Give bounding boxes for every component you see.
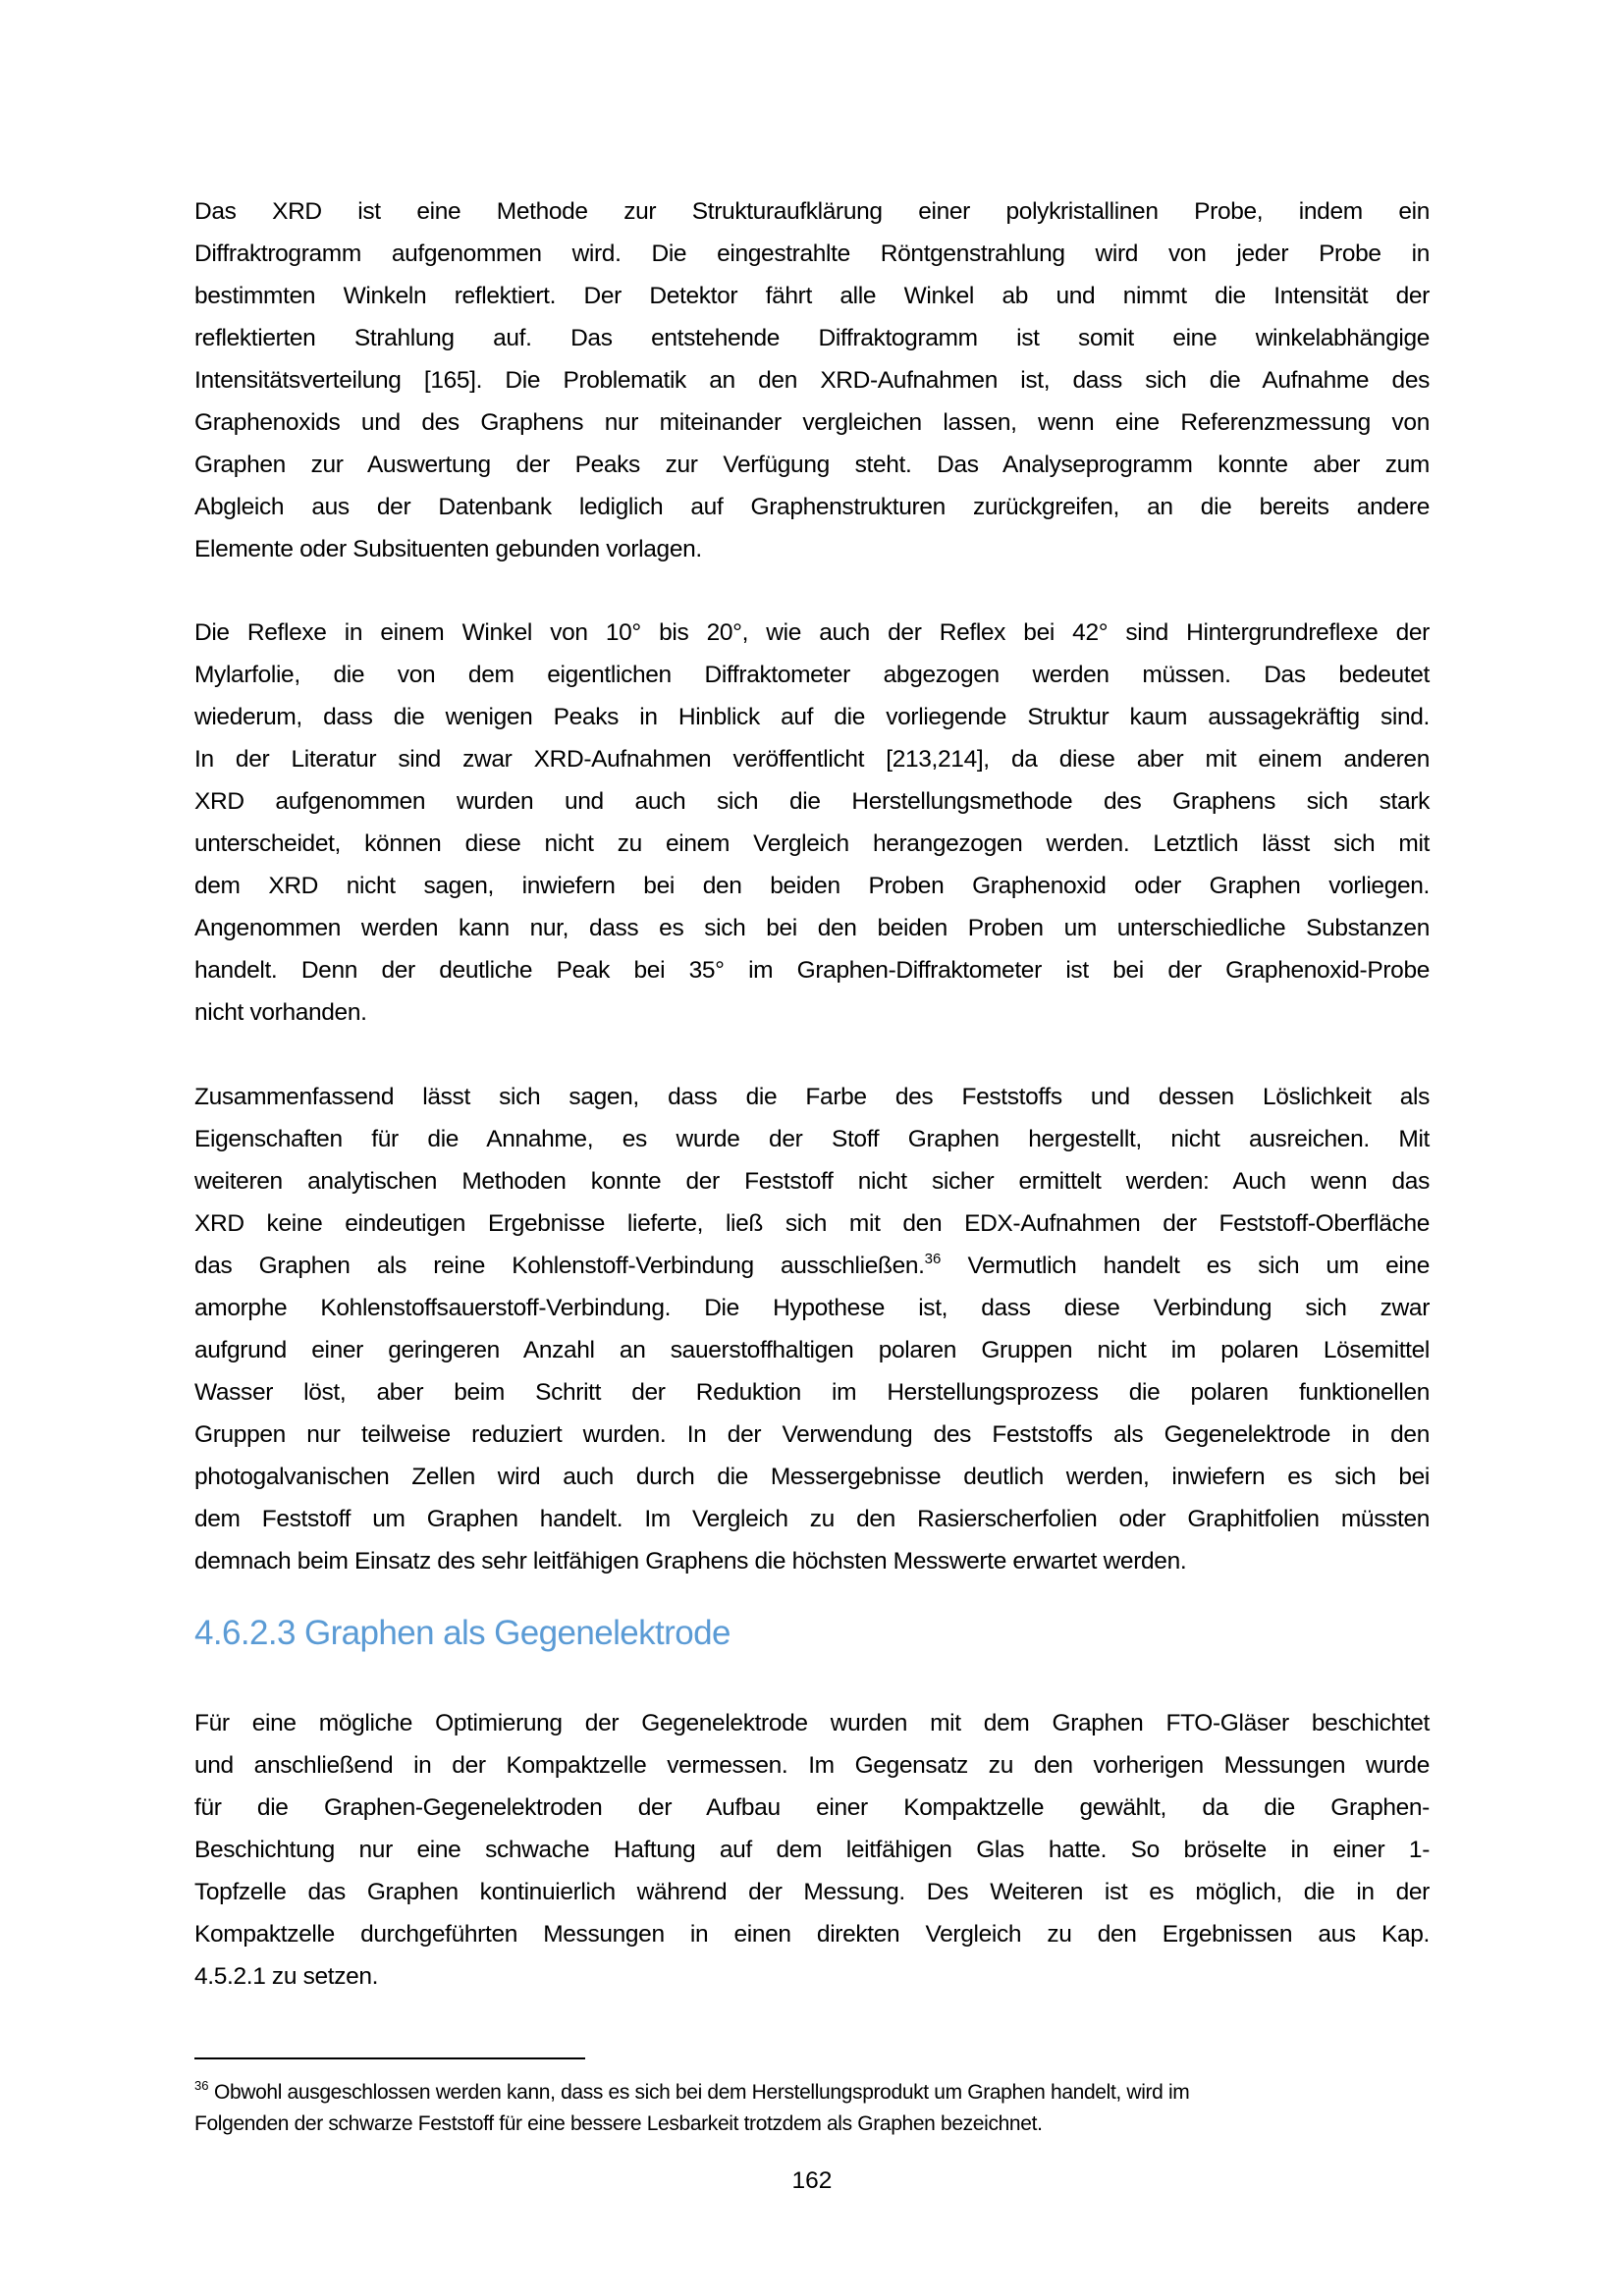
document-page	[194, 0, 1430, 2296]
text-line: XRD aufgenommen wurden und auch sich die Herstellungsmethode des Graphens sich stark	[194, 788, 1430, 815]
text-line: unterscheidet, können diese nicht zu einem Vergleich herangezogen werden. Letztlich lässt sich mit	[194, 830, 1430, 857]
text-line: In der Literatur sind zwar XRD-Aufnahmen veröffentlicht [213,214], da diese aber mit einem anderen	[194, 746, 1430, 773]
footnote-line: Folgenden der schwarze Feststoff für eine bessere Lesbarkeit trotzdem als Graphen bezeichnet.	[194, 2112, 1043, 2135]
text-line: dem XRD nicht sagen, inwiefern bei den beiden Proben Graphenoxid oder Graphen vorliegen.	[194, 873, 1430, 899]
text-line: 4.5.2.1 zu setzen.	[194, 1963, 379, 1990]
text-line: nicht vorhanden.	[194, 999, 367, 1026]
text-line: Angenommen werden kann nur, dass es sich bei den beiden Proben um unterschiedliche Substanzen	[194, 915, 1430, 941]
footnote-separator	[194, 2057, 585, 2059]
text-segment: das Graphen als reine Kohlenstoff-Verbindung ausschließen.	[194, 1253, 925, 1279]
text-line: wiederum, dass die wenigen Peaks in Hinblick auf die vorliegende Struktur kaum aussagekräftig sind.	[194, 704, 1430, 730]
text-line: Gruppen nur teilweise reduziert wurden. In der Verwendung des Feststoffs als Gegenelektrode in den	[194, 1421, 1430, 1448]
text-line: Elemente oder Subsituenten gebunden vorlagen.	[194, 536, 702, 562]
paragraph-reflexe	[194, 612, 1430, 1034]
text-line: Die Reflexe in einem Winkel von 10° bis 20°, wie auch der Reflex bei 42° sind Hintergrundreflexe der	[194, 619, 1430, 646]
text-line: Wasser löst, aber beim Schritt der Reduktion im Herstellungsprozess die polaren funktionellen	[194, 1379, 1430, 1406]
footnote-text: Obwohl ausgeschlossen werden kann, dass es sich bei dem Herstellungsprodukt um Graphen handelt, wird im	[208, 2081, 1190, 2104]
text-line: photogalvanischen Zellen wird auch durch die Messergebnisse deutlich werden, inwiefern es sich bei	[194, 1464, 1430, 1490]
text-line: amorphe Kohlenstoffsauerstoff-Verbindung. Die Hypothese ist, dass diese Verbindung sich zwar	[194, 1295, 1430, 1321]
text-line: demnach beim Einsatz des sehr leitfähigen Graphens die höchsten Messwerte erwartet werden.	[194, 1548, 1187, 1575]
text-line: bestimmten Winkeln reflektiert. Der Detektor fährt alle Winkel ab und nimmt die Intensität der	[194, 283, 1430, 309]
text-line: für die Graphen-Gegenelektroden der Aufbau einer Kompaktzelle gewählt, da die Graphen-	[194, 1794, 1430, 1821]
footnote	[194, 2077, 1430, 2140]
footnote-line	[194, 2077, 1430, 2109]
text-line: Zusammenfassend lässt sich sagen, dass die Farbe des Feststoffs und dessen Löslichkeit als	[194, 1084, 1430, 1110]
text-line: Intensitätsverteilung [165]. Die Problematik an den XRD-Aufnahmen ist, dass sich die Aufnahme des	[194, 367, 1430, 394]
text-line: Abgleich aus der Datenbank lediglich auf Graphenstrukturen zurückgreifen, an die bereits andere	[194, 494, 1430, 520]
page-number: 162	[791, 2167, 833, 2194]
text-line: Kompaktzelle durchgeführten Messungen in einen direkten Vergleich zu den Ergebnissen aus Kap.	[194, 1921, 1430, 1948]
text-line: Mylarfolie, die von dem eigentlichen Diffraktometer abgezogen werden müssen. Das bedeutet	[194, 662, 1430, 688]
text-line: handelt. Denn der deutliche Peak bei 35° im Graphen-Diffraktometer ist bei der Graphenoxid-Probe	[194, 957, 1430, 984]
text-segment: Vermutlich handelt es sich um eine	[941, 1253, 1430, 1279]
text-line: Diffraktrogramm aufgenommen wird. Die eingestrahlte Röntgenstrahlung wird von jeder Probe in	[194, 240, 1430, 267]
footnote-reference[interactable]: 36	[924, 1251, 942, 1267]
text-line: dem Feststoff um Graphen handelt. Im Vergleich zu den Rasierscherfolien oder Graphitfolien müssten	[194, 1506, 1430, 1532]
text-line: Für eine mögliche Optimierung der Gegenelektrode wurden mit dem Graphen FTO-Gläser beschichtet	[194, 1710, 1430, 1736]
text-line: weiteren analytischen Methoden konnte der Feststoff nicht sicher ermittelt werden: Auch wenn das	[194, 1168, 1430, 1195]
text-line: Topfzelle das Graphen kontinuierlich während der Messung. Des Weiteren ist es möglich, die in der	[194, 1879, 1430, 1905]
footnote-number: 36	[194, 2078, 209, 2093]
text-line: Graphenoxids und des Graphens nur miteinander vergleichen lassen, wenn eine Referenzmessung von	[194, 409, 1430, 436]
text-line: Das XRD ist eine Methode zur Strukturaufklärung einer polykristallinen Probe, indem ein	[194, 198, 1430, 225]
paragraph-graphen-gegenelektrode	[194, 1702, 1430, 1998]
text-line: Beschichtung nur eine schwache Haftung auf dem leitfähigen Glas hatte. So bröselte in einer 1-	[194, 1837, 1430, 1863]
text-line: Graphen zur Auswertung der Peaks zur Verfügung steht. Das Analyseprogramm konnte aber zum	[194, 452, 1430, 478]
text-line-with-footnote	[194, 1245, 1430, 1287]
text-line: Eigenschaften für die Annahme, es wurde der Stoff Graphen hergestellt, nicht ausreichen. Mit	[194, 1126, 1430, 1152]
text-line: reflektierten Strahlung auf. Das entstehende Diffraktogramm ist somit eine winkelabhängige	[194, 325, 1430, 351]
text-line: aufgrund einer geringeren Anzahl an sauerstoffhaltigen polaren Gruppen nicht im polaren Lösemittel	[194, 1337, 1430, 1363]
section-heading: 4.6.2.3 Graphen als Gegenelektrode	[194, 1614, 731, 1652]
text-line: XRD keine eindeutigen Ergebnisse lieferte, ließ sich mit den EDX-Aufnahmen der Feststoff-Oberfläche	[194, 1210, 1430, 1237]
text-line: und anschließend in der Kompaktzelle vermessen. Im Gegensatz zu den vorherigen Messungen wurde	[194, 1752, 1430, 1779]
paragraph-zusammenfassung	[194, 1076, 1430, 1582]
paragraph-xrd-method	[194, 190, 1430, 570]
